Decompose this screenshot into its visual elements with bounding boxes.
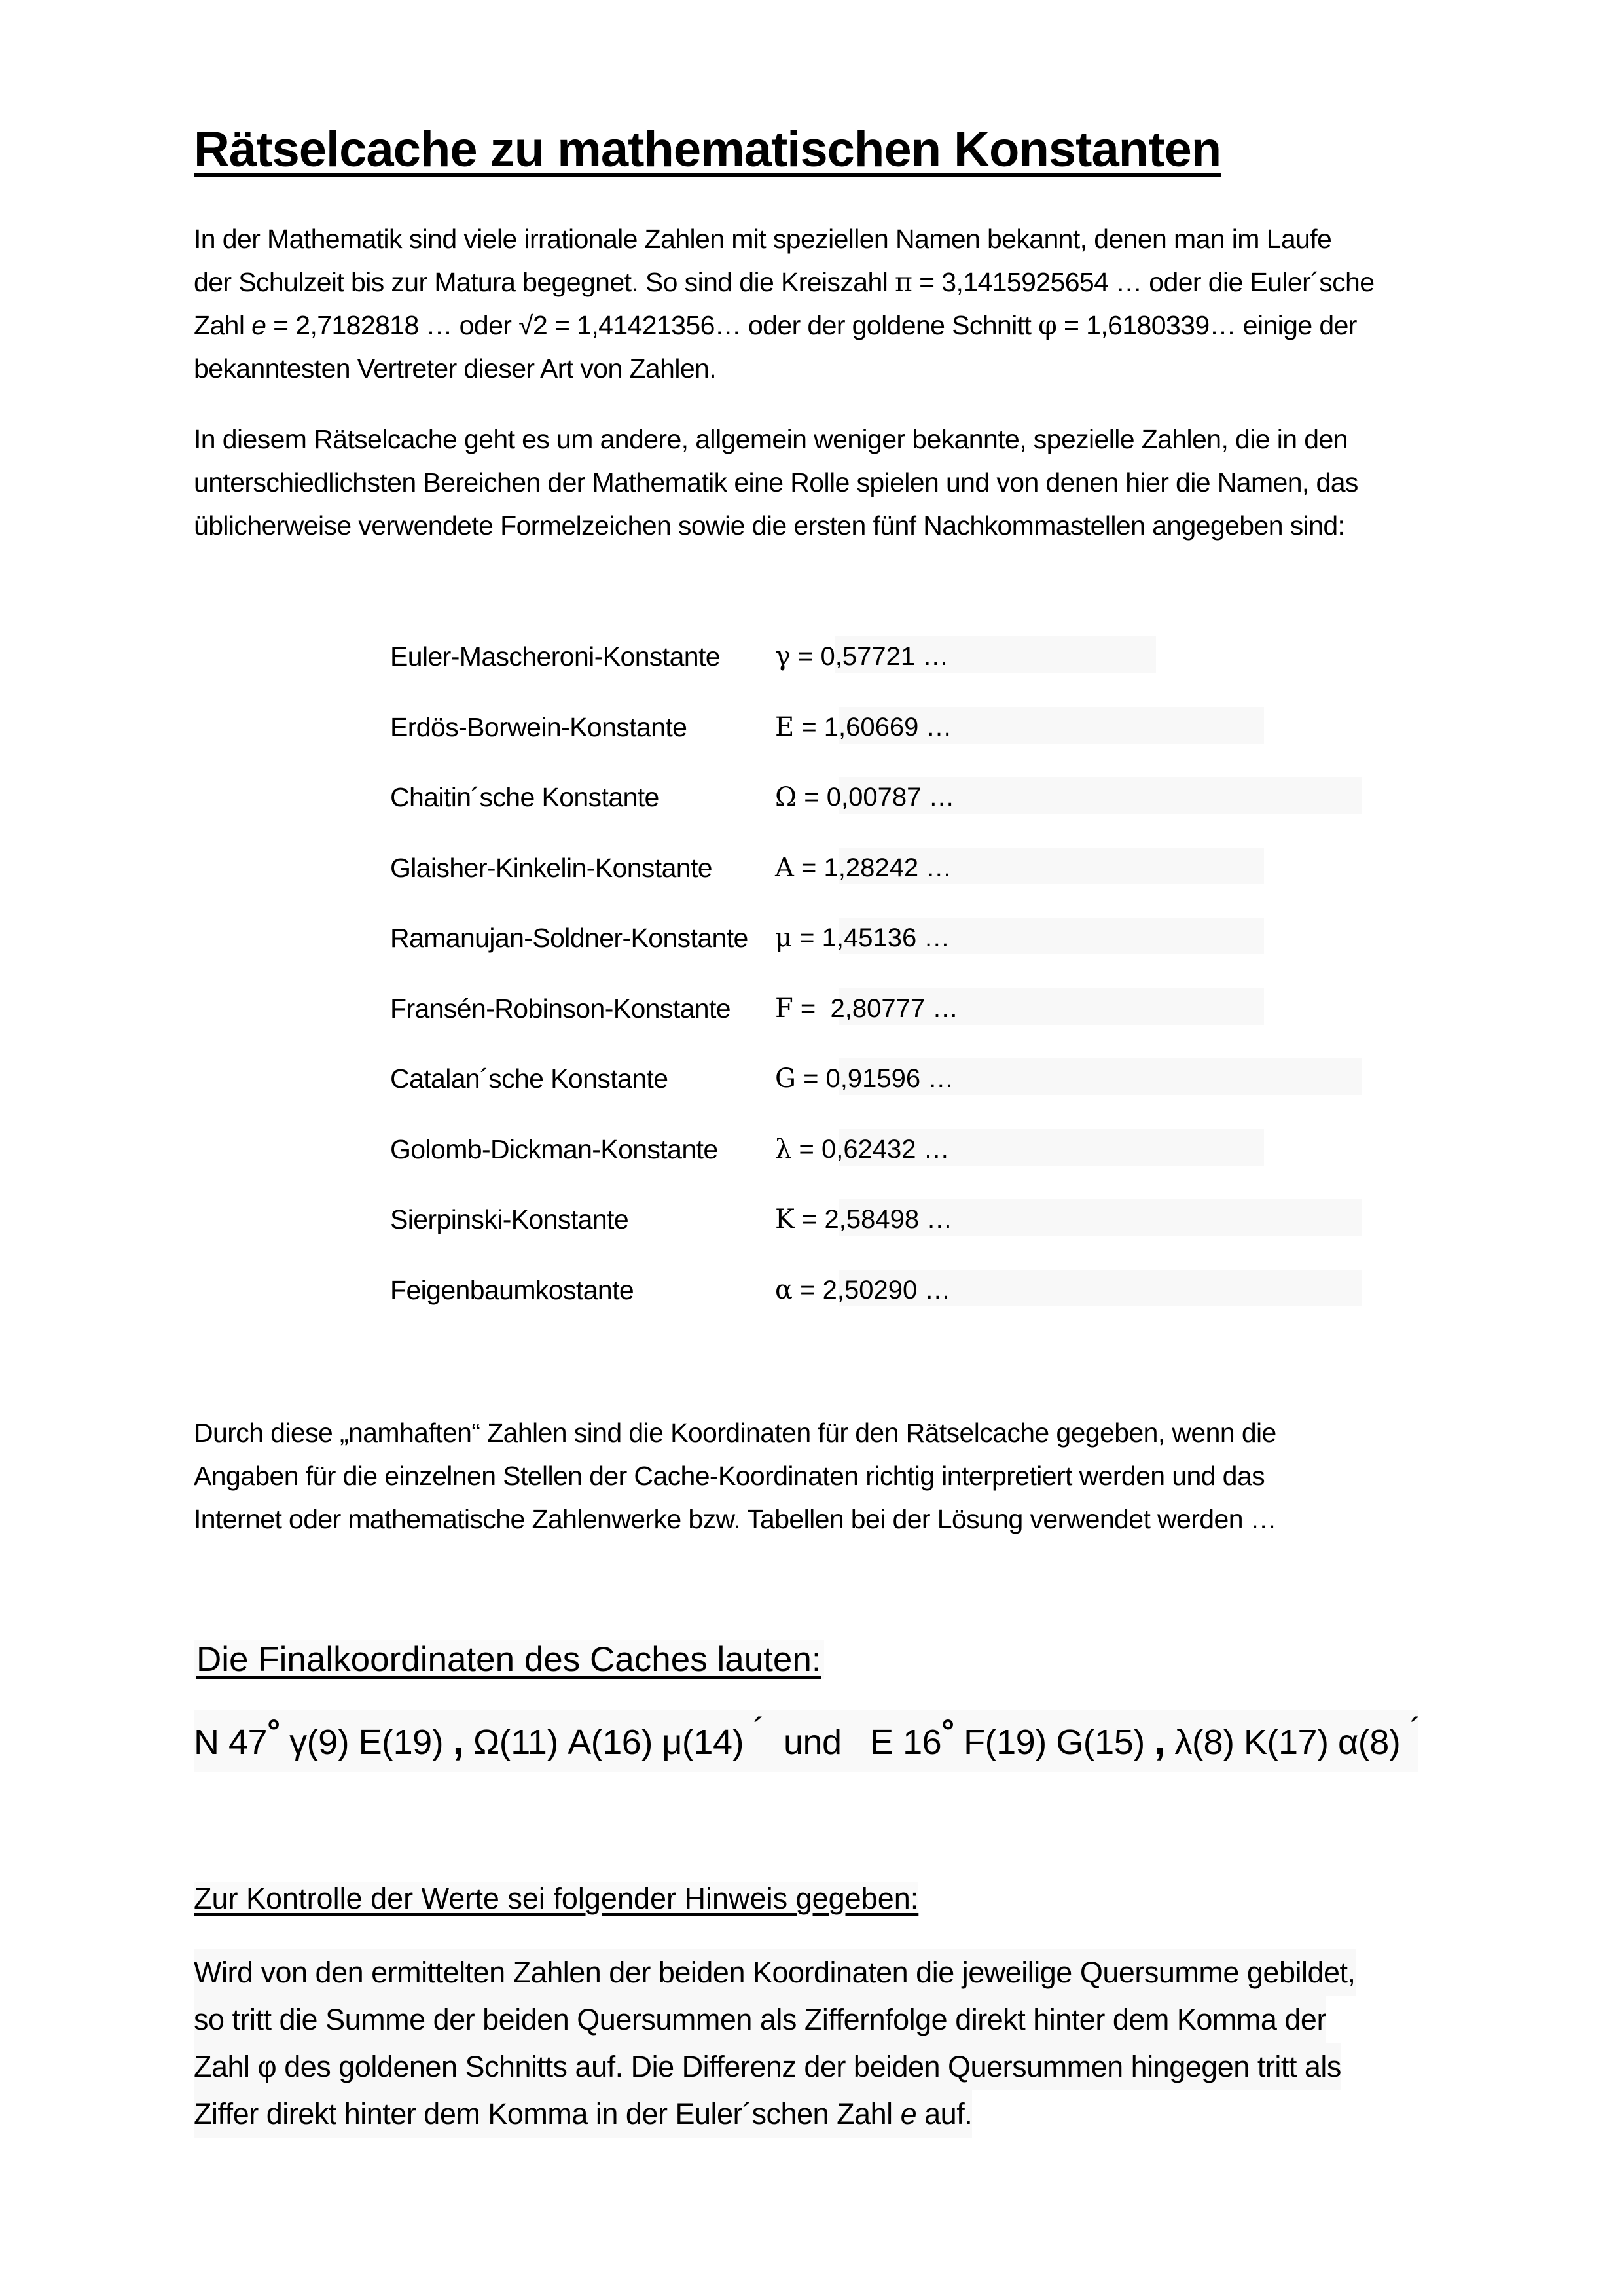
constant-digits: = 0,62432 … [799,1134,950,1164]
text-segment: auf. [916,2097,973,2130]
constant-digits: = 0,57721 … [798,642,949,671]
constant-symbol: γ [775,641,791,672]
text-segment: = 1,6180339… einige der [1056,310,1357,340]
constant-value [775,641,948,672]
hint-line: so tritt die Summe der beiden Quersummen als Ziffernfolge direkt hinter dem Komma der [194,1996,1326,2043]
constant-value [775,712,952,742]
hint-paragraph [194,1949,1356,2138]
constant-symbol: Ω [775,782,797,812]
constant-symbol: λ [775,1134,792,1164]
constant-value [775,923,950,953]
east-prefix: E 16 [870,1723,942,1762]
text-segment: der Schulzeit bis zur Matura begegnet. So sind die Kreiszahl [194,267,895,297]
page-title: Rätselcache zu mathematischen Konstanten [194,122,1221,177]
constant-digits: = 0,91596 … [803,1064,954,1093]
third-paragraph [194,1411,1437,1541]
pi-symbol: π [895,266,912,298]
intro-line: bekanntesten Vertreter dieser Art von Zahlen. [194,353,717,384]
minute-symbol: ´ [1409,1711,1422,1750]
phi-symbol: φ [1038,310,1057,341]
constant-value [775,782,954,812]
constant-value [775,1134,950,1164]
north-prefix: N 47 [194,1723,268,1762]
constant-digits: = 1,60669 … [801,712,952,742]
paragraph-line: üblicherweise verwendete Formelzeichen sowie die ersten fünf Nachkommastellen angegeben sind: [194,511,1345,541]
final-coordinates-heading: Die Finalkoordinaten des Caches lauten: [194,1640,824,1679]
constant-name: Euler-Mascheroni-Konstante [390,641,720,672]
constant-value [775,1064,954,1094]
constant-name: Erdös-Borwein-Konstante [390,711,687,742]
constant-name: Golomb-Dickman-Konstante [390,1134,718,1164]
hint-heading: Zur Kontrolle der Werte sei folgender Hinweis gegeben: [194,1882,919,1915]
constant-value [775,994,958,1024]
hint-line [194,2090,972,2138]
und-text: und [764,1723,871,1762]
constant-digits: = 2,58498 … [802,1205,953,1234]
constant-symbol: G [775,1064,796,1094]
paragraph-line: Angaben für die einzelnen Stellen der Cache-Koordinaten richtig interpretiert werden und das [194,1461,1265,1491]
euler-e-symbol: e [251,310,266,340]
decimal-comma: , [452,1718,464,1763]
constant-symbol: α [775,1274,793,1305]
text-segment: = 2,7182818 … oder √2 = 1,41421356… oder der goldene Schnitt [266,310,1039,340]
constant-symbol: K [775,1204,795,1234]
constant-value [775,1204,952,1234]
constant-symbol: E [775,711,795,742]
constant-name: Catalan´sche Konstante [390,1064,668,1094]
constant-digits: = 1,45136 … [799,924,950,952]
constant-digits: = 2,80777 … [800,994,959,1023]
constant-name: Fransén-Robinson-Konstante [390,993,731,1024]
constant-digits: = 0,00787 … [804,783,955,812]
degree-symbol: ° [267,1713,280,1749]
constant-name: Ramanujan-Soldner-Konstante [390,923,748,953]
constant-name: Sierpinski-Konstante [390,1204,629,1234]
constant-symbol: A [775,852,794,883]
north-minutes-formula: Ω(11) A(16) μ(14) [463,1723,753,1762]
hint-line: Wird von den ermittelten Zahlen der beiden Koordinaten die jeweilige Quersumme gebildet, [194,1949,1356,1996]
constant-digits: = 1,28242 … [801,853,952,882]
intro-paragraph [194,217,1437,390]
hint-line: Zahl φ des goldenen Schnitts auf. Die Differenz der beiden Quersummen hingegen tritt als [194,2043,1341,2090]
second-paragraph [194,418,1437,547]
paragraph-line: In diesem Rätselcache geht es um andere, allgemein weniger bekannte, spezielle Zahlen, die in den [194,424,1348,454]
paragraph-line: Durch diese „namhaften“ Zahlen sind die Koordinaten für den Rätselcache gegeben, wenn die [194,1418,1276,1448]
intro-line [194,260,1437,304]
text-segment: = 3,1415925654 … oder die Euler´sche [912,267,1375,297]
text-segment: Ziffer direkt hinter dem Komma in der Euler´schen Zahl [194,2097,901,2130]
intro-line [194,304,1437,347]
east-degrees-formula: F(19) G(15) [954,1723,1155,1762]
text-segment: Zahl [194,310,252,340]
constant-value [775,1275,950,1305]
east-minutes-formula: λ(8) K(17) α(8) [1164,1723,1410,1762]
degree-symbol: ° [941,1713,954,1749]
paragraph-line: unterschiedlichsten Bereichen der Mathematik eine Rolle spielen und von denen hier die Namen, das [194,467,1358,497]
constant-value [775,853,952,883]
intro-line: In der Mathematik sind viele irrationale Zahlen mit speziellen Namen bekannt, denen man im Laufe [194,224,1332,254]
constant-name: Feigenbaumkostante [390,1274,634,1305]
final-coordinates [194,1710,1422,1772]
decimal-comma: , [1154,1718,1165,1763]
minute-symbol: ´ [753,1711,765,1750]
constant-name: Glaisher-Kinkelin-Konstante [390,852,712,883]
constant-symbol: μ [775,923,792,953]
euler-e-symbol: e [900,2097,917,2130]
paragraph-line: Internet oder mathematische Zahlenwerke bzw. Tabellen bei der Lösung verwendet werden … [194,1504,1277,1534]
constant-digits: = 2,50290 … [800,1275,951,1304]
constant-symbol: F [775,993,793,1024]
constant-name: Chaitin´sche Konstante [390,782,659,812]
north-degrees-formula: γ(9) E(19) [280,1723,453,1762]
